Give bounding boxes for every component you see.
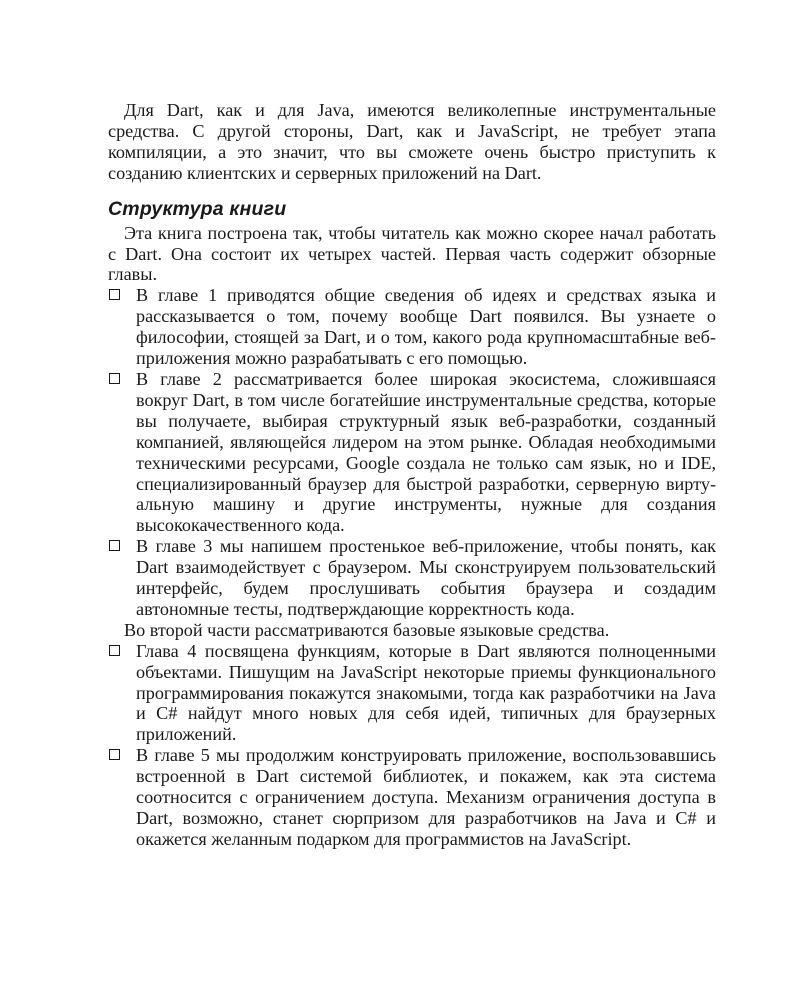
list-item [108,285,716,369]
checkbox-bullet-icon [109,289,120,300]
list-item-text: В главе 2 рассматривается более широкая экосистема, сложившаяся вокруг Dart, в том числе богатейшие инструментальные средства, которые вы получаете, выбирая структурный язык веб-разработки, созданный компанией, являющейся лидером на этом рынке. Обладая необходимыми техническими ресурсами, Google создала не только сам язык, но и IDE, специализированный браузер для быстрой разработки, серверную виртуальную машину и другие инструменты, нужные для создания высококачественного кода. [136,368,716,536]
checkbox-bullet-icon [109,540,120,551]
part1-chapter-list [108,285,716,620]
part2-lead-paragraph: Во второй части рассматриваются базовые языковые средства. [124,619,610,640]
list-item [108,745,716,850]
checkbox-bullet-icon [109,645,120,656]
book-page [108,100,716,850]
list-item-text: В главе 3 мы напишем простенькое веб-приложение, чтобы понять, как Dart взаимодействует с браузером. Мы сконструируем пользовательский интерфейс, будем прослушивать события браузера и создадим автономные тесты, подтверждающие корректность кода. [136,536,716,619]
list-item [108,369,716,536]
list-item-text: Глава 4 посвящена функциям, которые в Dart являются полноценными объектами. Пишущим на JavaScript некоторые приемы функционального программирования покажутся знакомыми, тогда как разработчики на Java и C# найдут много новых для себя идей, типичных для браузерных приложений. [136,640,716,745]
list-item [108,536,716,620]
list-item-text: В главе 1 приводятся общие сведения об идеях и средствах языка и рассказывается о том, почему вообще Dart появился. Вы узнаете о философии, стоящей за Dart, и о том, какого рода крупномасштабные веб-приложения можно разрабатывать с его помощью. [136,285,716,369]
checkbox-bullet-icon [109,749,120,760]
part2-chapter-list [108,641,716,850]
list-item [108,641,716,746]
checkbox-bullet-icon [109,373,120,384]
list-item-text: В главе 5 мы продолжим конструировать приложение, воспользовавшись встроенной в Dart системой библиотек, и покажем, как эта система соотносится с ограничением доступа. Механизм ограничения доступа в Dart, возможно, станет сюрпризом для разработчиков на Java и C# и окажется желанным подарком для программистов на JavaScript. [136,745,716,849]
section-lead-paragraph: Эта книга построена так, чтобы читатель как можно скорее начал работать с Dart. Она состоит их четырех частей. Первая часть содержит обзорные главы. [108,222,716,285]
intro-paragraph: Для Dart, как и для Java, имеются великолепные инструментальные средства. С другой стороны, Dart, как и JavaScript, не требует этапа компиляции, а это значит, что вы сможете очень быстро приступить к созданию клиентских и серверных приложений на Dart. [108,100,716,183]
section-heading: Структура книги [108,197,287,220]
